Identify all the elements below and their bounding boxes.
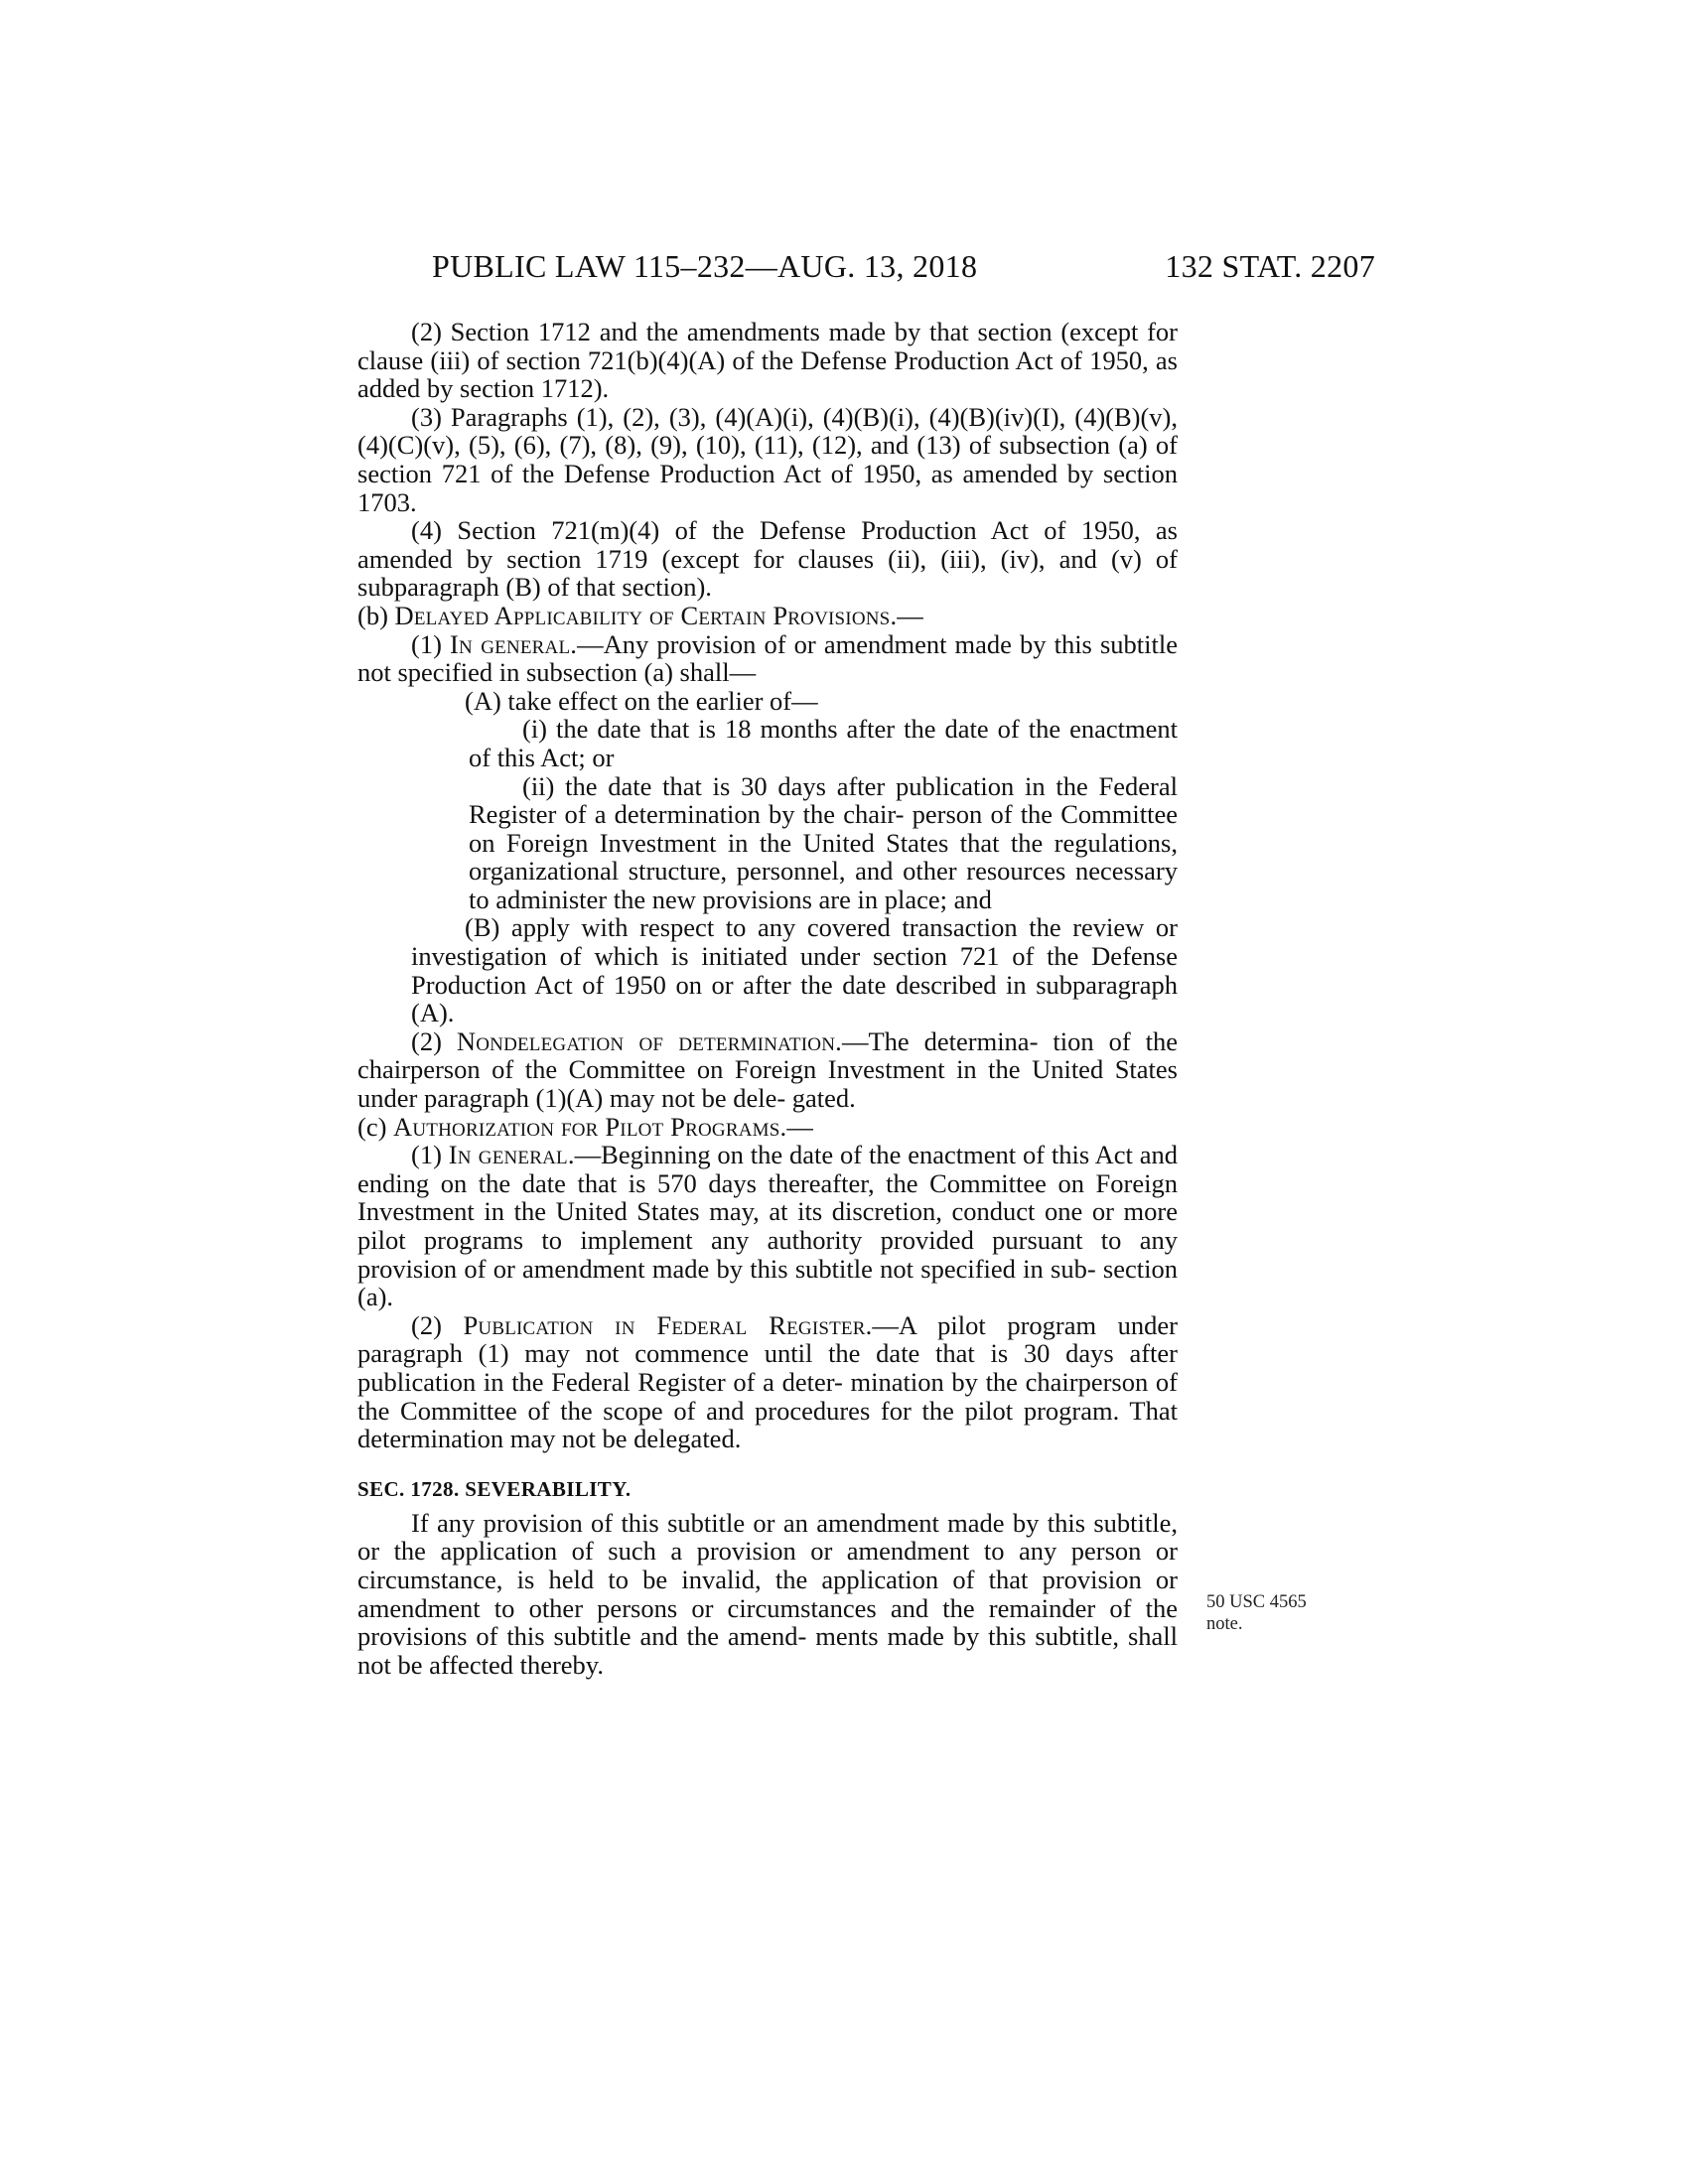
margin-note-usc (1206, 1591, 1345, 1635)
margin-note-line2: note. (1206, 1614, 1243, 1634)
document-body (357, 318, 1178, 1679)
paragraph-b2 (357, 1027, 1178, 1113)
paragraph-c1-prefix: (1) (411, 1140, 449, 1170)
subsection-b-prefix: (b) (357, 600, 395, 630)
subsection-c-heading (357, 1113, 1178, 1142)
paragraph-b1 (357, 630, 1178, 687)
clause-b1Aii: (ii) the date that is 30 days after publication in the Federal Register of a determination by the chair- person of the Committee on Foreign Investment in the United States that the regulations, organizational structure, personnel, and other resources necessary to administer the new provisions are in place; and (469, 770, 1178, 914)
paragraph-a2: (2) Section 1712 and the amendments made by that section (except for clause (iii) of section 721(b)(4)(A) of the Defense Production Act of 1950, as added by section 1712). (357, 317, 1178, 404)
paragraph-c2 (357, 1311, 1178, 1453)
paragraph-b2-prefix: (2) (411, 1025, 457, 1056)
paragraph-c1-heading: In general. (448, 1140, 575, 1170)
subsection-c-title: Authorization for Pilot Programs. (393, 1111, 787, 1142)
subsection-c-prefix: (c) (357, 1111, 394, 1142)
section-1728-text: If any provision of this subtitle or an amendment made by this subtitle, or the application of such a provision or amendment to any person or circumstance, is held to be invalid, the application of that provision or amendment to other persons or circumstances and the remainder of the provisions of this subtitle and the amend- ments made by this subtitle, shall not be affected thereby. (357, 1507, 1178, 1680)
subparagraph-b1A: (A) take effect on the earlier of— (465, 685, 818, 716)
subsection-c-dash: — (786, 1111, 813, 1142)
subsection-b-dash: — (897, 600, 923, 630)
subsection-b-heading (357, 602, 1178, 630)
header-stat-page: 132 STAT. 2207 (1165, 248, 1375, 284)
header-title: PUBLIC LAW 115–232—AUG. 13, 2018 (432, 248, 978, 284)
paragraph-c2-text: —A pilot program under paragraph (1) may not commence until the date that is 30 days after publication in the Federal Register of a deter- mination by the chairperson of the Committee of the scope of and procedures for the pilot program. That determination may not be delegated. (357, 1309, 1178, 1454)
paragraph-a3: (3) Paragraphs (1), (2), (3), (4)(A)(i), (4)(B)(i), (4)(B)(iv)(I), (4)(B)(v), (4)(C)(v), (5), (6), (7), (8), (9), (10), (11), (12), and (13) of subsection (a) of section 721 of the Defense Production Act of 1950, as amended by section 1703. (357, 401, 1178, 517)
section-1728-heading: SEC. 1728. SEVERABILITY. (357, 1476, 632, 1501)
paragraph-c2-prefix: (2) (411, 1309, 464, 1340)
paragraph-b1-heading: In general. (449, 628, 578, 659)
paragraph-c1 (357, 1141, 1178, 1311)
paragraph-c2-heading: Publication in Federal Register. (463, 1309, 873, 1340)
paragraph-b2-heading: Nondelegation of determination. (456, 1025, 842, 1056)
paragraph-a4: (4) Section 721(m)(4) of the Defense Production Act of 1950, as amended by section 1719 (except for clauses (ii), (iii), (iv), and (v) of subparagraph (B) of that section). (357, 515, 1178, 603)
paragraph-b1-prefix: (1) (411, 628, 450, 659)
subparagraph-b1B: (B) apply with respect to any covered transaction the review or investigation of which is initiated under section 721 of the Defense Production Act of 1950 on or after the date described in subparagraph (A). (411, 912, 1178, 1028)
paragraph-b2-text: —The determina- tion of the chairperson of the Committee on Foreign Investment in the United States under paragraph (1)(A) may not be dele- gated. (357, 1025, 1178, 1114)
subsection-b-title: Delayed Applicability of Certain Provisions. (394, 600, 898, 630)
clause-b1Ai: (i) the date that is 18 months after the date of the enactment of this Act; or (469, 714, 1178, 772)
margin-note-line1: 50 USC 4565 (1206, 1592, 1307, 1612)
paragraph-c1-text: —Beginning on the date of the enactment of this Act and ending on the date that is 570 days thereafter, the Committee on Foreign Investment in the United States may, at its discretion, conduct one or more pilot programs to implement any authority provided pursuant to any provision of or amendment made by this subtitle not specified in sub- section (a). (357, 1140, 1178, 1312)
paragraph-b1-text: —Any provision of or amendment made by this subtitle not specified in subsection (a) shall— (357, 628, 1178, 688)
